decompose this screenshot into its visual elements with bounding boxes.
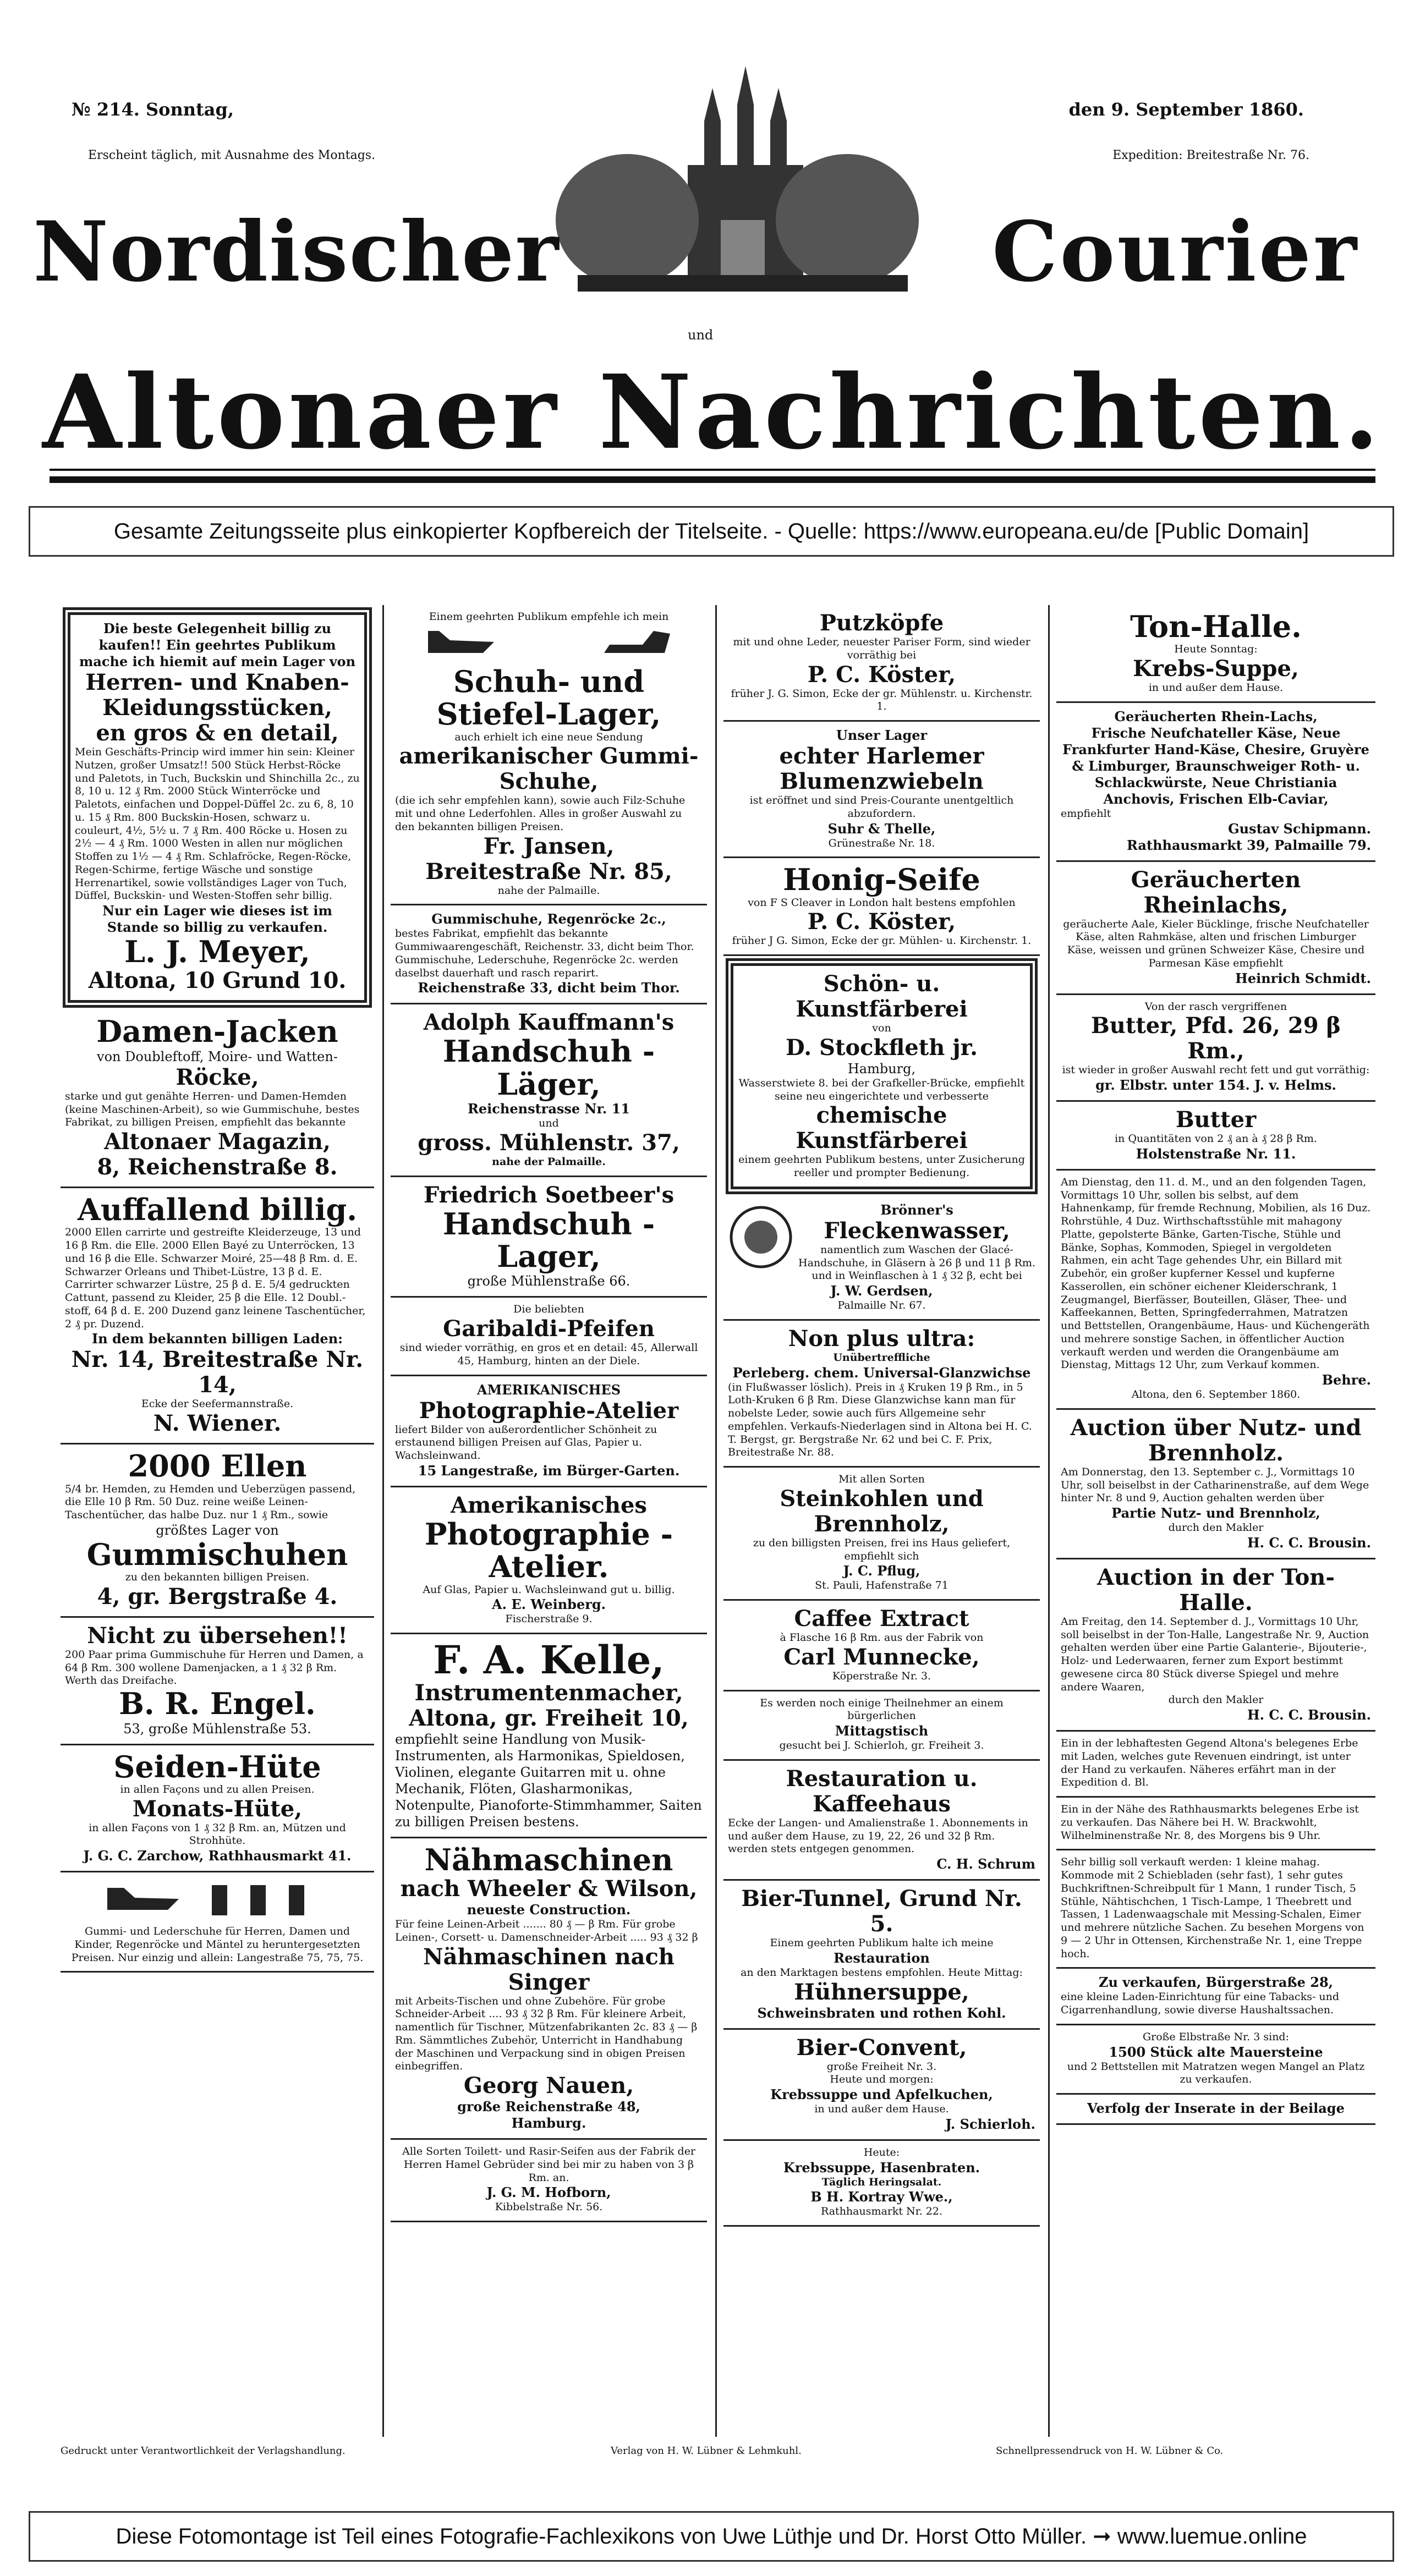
caption-credit: Diese Fotomontage ist Teil eines Fotografie-Fachlexikons von Uwe Lüthje und Dr. Horst Otto Müller. ➞ www.luemue.online bbox=[29, 2511, 1394, 2562]
ad-headline: Butter bbox=[1175, 1107, 1257, 1133]
ad-body: Ein in der lebhaftesten Gegend Altona's belegenes Erbe mit Laden, welches gute Revenuen eindringt, ist unter der Hand zu verkaufen. Näheres erfährt man in der Expedition d. Bl. bbox=[1061, 1737, 1358, 1789]
ad-body: Wasserstwiete 8. bei der Grafkeller-Brücke, empfiehlt seine neu eingerichtete und verbesserte bbox=[738, 1076, 1025, 1102]
ad-body: eine kleine Laden-Einrichtung für eine Tabacks- und Cigarrenhandlung, sowie diverse Haushaltssachen. bbox=[1061, 1991, 1340, 2017]
ad-note: Nur ein Lager wie dieses ist im Stande so billig zu verkaufen. bbox=[102, 903, 332, 935]
ad-address: Breitestraße Nr. 85, bbox=[425, 858, 672, 885]
ad-und: und bbox=[539, 1117, 559, 1130]
ad-headline: Caffee Extract bbox=[794, 1606, 969, 1632]
ad-name: J. W. Gerdsen, bbox=[830, 1283, 933, 1299]
footer-press: Schnellpressendruck von H. W. Lübner & Co. bbox=[996, 2445, 1224, 2457]
ad-name: J. G. C. Zarchow, Rathhausmarkt 41. bbox=[83, 1848, 352, 1864]
ad-body: sind wieder vorräthig, en gros et en detail: 45, Allerwall 45, Hamburg, hinten an der Diele. bbox=[399, 1342, 698, 1367]
ad-body-2: an den Marktagen bestens empfohlen. Heute Mittag: bbox=[741, 1966, 1023, 1979]
ad-body-2: in und außer dem Hause. bbox=[814, 2103, 949, 2116]
ad-intro: Brönner's bbox=[880, 1201, 953, 1218]
ad-name: Friedrich Soetbeer's bbox=[423, 1182, 675, 1208]
ad-seiden-huete bbox=[61, 1745, 374, 1873]
ad-subheadline: von Doubleftoff, Moire- und Watten- bbox=[97, 1048, 338, 1064]
column-3 bbox=[723, 605, 1040, 2437]
ad-dish: Krebssuppe und Apfelkuchen, bbox=[770, 2086, 993, 2103]
ad-body: Ein in der Nähe des Rathhausmarkts belegenes Erbe ist zu verkaufen. Das Nähere bei H. W. Brackwohlt, Wilhelminenstraße Nr. 8, des Morgens bis 9 Uhr. bbox=[1061, 1803, 1359, 1842]
ad-intro: Die beliebten bbox=[513, 1303, 584, 1316]
ad-headline-2: Monats-Hüte, bbox=[132, 1795, 303, 1822]
ad-name: H. C. C. Brousin. bbox=[1247, 1534, 1371, 1551]
ad-schmidt bbox=[1056, 862, 1375, 995]
ad-helms bbox=[1056, 995, 1375, 1102]
ad-intro: Heute: bbox=[863, 2146, 900, 2158]
ad-erbe-1 bbox=[1056, 1732, 1375, 1798]
ad-name: J. G. M. Hofborn, bbox=[486, 2184, 611, 2201]
ad-intro: Amerikanisches bbox=[451, 1492, 647, 1518]
ad-name: Heinrich Schmidt. bbox=[1235, 970, 1371, 986]
ad-restauration bbox=[723, 1761, 1040, 1881]
ad-subheadline: en gros & en detail, bbox=[96, 720, 339, 746]
ad-subheadline: amerikanischer Gummi-Schuhe, bbox=[399, 743, 699, 795]
ad-body: ist eröffnet und sind Preis-Courante unentgeltlich abzufordern. bbox=[749, 794, 1014, 820]
ad-body-2: in allen Façons von 1 ₰ 32 β Rm. an, Mützen und Strohhüte. bbox=[89, 1821, 346, 1847]
ad-nauen bbox=[391, 1838, 707, 2140]
issue-number: № 214. Sonntag, bbox=[72, 99, 234, 120]
ad-gummi-leder bbox=[61, 1872, 374, 1973]
ad-body: Am Dienstag, den 11. d. M., und an den folgenden Tagen, Vormittags 10 Uhr, sollen bis selbst, auf dem Hahnenkamp, für fremde Rechnung, Mobilien, als 16 Duz. Rohrstühle, 4 Duz. Wirthschaftsstühle mit mahagony Platte, gepolsterte Bänke, Garten-Tische, Stühle und Bänke, Sophas, Kommoden, Spiegel in vergoldeten Rahmen, ein acht Tage gehendes Uhr, ein Billard mit Zubehör, ein großer kupferner Kessel und kupferne Kasserollen, ein schöner eichener Kleiderschrank, 1 Zeugmangel, Bierfässer, Bouteillen, Gläser, Thee- und Kaffeekannen, Betten, Springfederrahmen, Matratzen und Bettstellen, Orangenbäume, Haus- und Küchengeräth und mehrere sonstige Sachen, in öffentlicher Auction verkauft werden und werden die Orangenbäume am Dienstag, Mittags 12 Uhr, zum Verkauf kommen. bbox=[1061, 1176, 1371, 1371]
ad-address: Altona, gr. Freiheit 10, bbox=[409, 1705, 689, 1731]
ad-name: J. Schierloh. bbox=[945, 2116, 1035, 2132]
ad-body: geräucherte Aale, Kieler Bücklinge, frische Neufchateller Käse, alten Rahmkäse, alten und frischen Limburger Käse, weissen und grünen Schweizer Käse, Chesire und Parmesan Käse empfiehlt bbox=[1063, 918, 1369, 969]
ad-body: Heute Sonntag: bbox=[1174, 643, 1258, 656]
ad-date: Altona, den 6. September 1860. bbox=[1131, 1388, 1301, 1401]
ad-name: B. R. Engel. bbox=[119, 1686, 316, 1722]
shoe-icon bbox=[423, 628, 676, 661]
expedition-address: Expedition: Breitestraße Nr. 76. bbox=[1112, 149, 1309, 162]
ad-dish: Hühnersuppe, bbox=[794, 1979, 969, 2005]
ad-kelle bbox=[391, 1634, 707, 1838]
ad-broenner bbox=[723, 1196, 1040, 1321]
ad-name: H. C. C. Brousin. bbox=[1247, 1707, 1371, 1723]
ad-body: Am Donnerstag, den 13. September c. J., Vormittags 10 Uhr, soll beiselbst in der Catharinenstraße, auf dem Wege hinter Nr. 8 und 9, Auction gehalten werden über bbox=[1061, 1465, 1369, 1504]
ad-body: Sehr billig soll verkauft werden: 1 kleine mahag. Kommode mit 2 Schiebladen (sehr fast), 1 sehr gutes Buchkriftnen-Schreibpult für 1 Mann, 1 runder Tisch, 5 Stühle, Nähtischchen, 1 Tisch-Lampe, 1 Theebrett und Tassen, 1 Ladenwaagschale mit Messing-Schalen, Eimer und mehrere nützliche Sachen. Zu besehen Morgens von 9 — 2 Uhr in Ottensen, Kirchenstraße Nr. 1, eine Treppe hoch. bbox=[1061, 1856, 1364, 1960]
ad-address: große Freiheit Nr. 3. bbox=[826, 2060, 937, 2073]
ad-name: Carl Munnecke, bbox=[783, 1644, 980, 1670]
ad-headline: Ton-Halle. bbox=[1130, 609, 1302, 644]
ad-body: Es werden noch einige Theilnehmer an einem bürgerlichen bbox=[760, 1696, 1004, 1722]
ad-body: bestes Fabrikat, empfiehlt das bekannte Gummiwaarengeschäft, Reichenstr. 33, dicht beim Thor. Gummischuhe, Lederschuhe, Regenröcke 2c. werden daselbst dauerhaft und rasch reparirt. bbox=[395, 927, 694, 979]
ad-address: Altona, 10 Grund 10. bbox=[88, 968, 347, 994]
ad-headline: Photographie - Atelier. bbox=[424, 1516, 673, 1585]
ad-address: Grünestraße Nr. 18. bbox=[828, 837, 935, 849]
footer-publisher: Verlag von H. W. Lübner & Lehmkuhl. bbox=[611, 2445, 802, 2457]
ad-subheadline: Partie Nutz- und Brennholz, bbox=[1111, 1505, 1320, 1522]
ad-empf: empfiehlt bbox=[1061, 807, 1111, 820]
ad-headline: Butter, Pfd. 26, 29 β Rm., bbox=[1090, 1013, 1341, 1064]
ad-soetbeer bbox=[391, 1177, 707, 1298]
ad-body: Einem geehrten Publikum halte ich meine bbox=[770, 1937, 994, 1949]
ad-city: Hamburg. bbox=[511, 2115, 586, 2132]
ad-address: Kibbelstraße Nr. 56. bbox=[495, 2201, 603, 2214]
ad-kauffmann bbox=[391, 1004, 707, 1177]
ad-address: Nr. 14, Breitestraße Nr. 14, bbox=[71, 1347, 364, 1398]
seal-icon bbox=[728, 1204, 794, 1270]
ad-body: ist wieder in großer Auswahl recht fett und gut vorräthig: bbox=[1062, 1064, 1370, 1076]
ad-body: zu den billigsten Preisen, frei ins Haus geliefert, empfiehlt sich bbox=[753, 1536, 1011, 1562]
ad-photo-atelier bbox=[391, 1376, 707, 1487]
masthead-rule-thick bbox=[50, 476, 1375, 483]
ad-note: nahe der Palmaille. bbox=[492, 1155, 606, 1168]
ad-auction-tonhalle bbox=[1056, 1559, 1375, 1732]
ad-address-2: gross. Mühlenstr. 37, bbox=[418, 1129, 680, 1156]
ad-body-2: mit Arbeits-Tischen und ohne Zubehöre. Für grobe Schneider-Arbeit .... 93 ₰ 32 β Rm. Für kleinere Arbeit, namentlich für Tischner, Mützenfabrikanten 2c. 83 ₰ — β Rm. Sämmtliches Zubehör, Unterricht in Handhabung der Maschinen und Verpackung sind in obigen Preisen einbegriffen. bbox=[395, 1995, 698, 2073]
ad-subheadline: neueste Construction. bbox=[467, 1902, 631, 1918]
ad-name: B H. Kortray Wwe., bbox=[810, 2189, 953, 2205]
ad-bier-convent bbox=[723, 2030, 1040, 2141]
ad-name: gr. Elbstr. unter 154. J. v. Helms. bbox=[1095, 1077, 1336, 1094]
ad-body: à Flasche 16 β Rm. aus der Fabrik von bbox=[780, 1632, 984, 1644]
ad-headline: echter Harlemer Blumenzwiebeln bbox=[779, 743, 984, 794]
ad-intro: AMERIKANISCHES bbox=[476, 1381, 621, 1398]
ad-address: Reichenstrasse Nr. 11 bbox=[467, 1101, 630, 1117]
ad-body: Heute und morgen: bbox=[830, 2073, 934, 2086]
ad-address: Palmaille Nr. 67. bbox=[837, 1299, 926, 1312]
ad-dish-2: Täglich Heringsalat. bbox=[821, 2176, 942, 2188]
ad-name: Behre. bbox=[1322, 1372, 1371, 1388]
ad-body: in allen Façons und zu allen Preisen. bbox=[120, 1783, 315, 1795]
ad-bier-tunnel bbox=[723, 1881, 1040, 2030]
ad-body: Ecke der Langen- und Amalienstraße 1. Abonnements in und außer dem Hause, zu 19, 22, 26 und 32 β Rm. werden stets entgegen genommen. bbox=[728, 1816, 1028, 1855]
ad-headline: Damen-Jacken bbox=[96, 1014, 338, 1050]
ad-address: Rathhausmarkt Nr. 22. bbox=[820, 2205, 943, 2218]
boots-icon bbox=[102, 1882, 333, 1921]
ad-body: Für feine Leinen-Arbeit ....... 80 ₰ — β Rm. Für grobe Leinen-, Corsett- u. Damenschneider-Arbeit ..... 93 ₰ 32 β bbox=[395, 1918, 698, 1943]
ad-auction-hahnenkamp bbox=[1056, 1171, 1375, 1410]
ad-body-2: in und außer dem Hause. bbox=[1148, 682, 1284, 694]
ad-glanzwichse bbox=[723, 1321, 1040, 1468]
ad-damen-jacken bbox=[61, 1010, 374, 1188]
ad-address: früher J. G. Simon, Ecke der gr. Mühlenstr. u. Kirchenstr. 1. bbox=[731, 687, 1033, 713]
ad-address: 15 Langestraße, im Bürger-Garten. bbox=[418, 1462, 680, 1479]
beilage-note: Verfolg der Inserate in der Beilage bbox=[1087, 2100, 1345, 2117]
ad-headline: Nähmaschinen bbox=[424, 1842, 673, 1877]
ad-von: von bbox=[872, 1022, 891, 1035]
masthead-title-right: Courier bbox=[992, 204, 1359, 300]
ad-beilage bbox=[1056, 2095, 1375, 2125]
ad-name: Suhr & Thelle, bbox=[827, 820, 936, 837]
ad-note: größtes Lager von bbox=[156, 1522, 279, 1538]
masthead-rule bbox=[50, 469, 1375, 471]
column-4 bbox=[1056, 605, 1375, 2437]
ad-intro: Mit allen Sorten bbox=[838, 1473, 925, 1486]
caption-source: Gesamte Zeitungsseite plus einkopierter Kopfbereich der Titelseite. - Quelle: https://www.europeana.eu/de [Public Domain] bbox=[29, 506, 1394, 557]
ad-meyer bbox=[63, 607, 372, 1008]
ad-intro: Von der rasch vergriffenen bbox=[1144, 1000, 1287, 1013]
ad-headline: Non plus ultra: bbox=[788, 1325, 975, 1352]
ad-headline-2: Perleberg. chem. Universal-Glanzwichse bbox=[732, 1364, 1031, 1381]
ad-note: nahe der Palmaille. bbox=[497, 884, 600, 897]
ad-intro: Große Elbstraße Nr. 3 sind: bbox=[1142, 2030, 1289, 2043]
masthead-title-left: Nordischer bbox=[33, 204, 560, 300]
column-rule bbox=[715, 605, 717, 2437]
ad-body: 200 Paar prima Gummischuhe für Herren und Damen, a 64 β Rm. 300 wollene Damenjacken, a 1 ₰ 32 β Rm. Werth das Dreifache. bbox=[65, 1648, 364, 1687]
ad-name: N. Wiener. bbox=[153, 1410, 282, 1437]
ad-hofborn bbox=[391, 2140, 707, 2222]
ad-body-2: einem geehrten Publikum bestens, unter Zusicherung reeller und prompter Bedienung. bbox=[738, 1154, 1025, 1179]
ad-mauersteine bbox=[1056, 2025, 1375, 2095]
city-vignette-image bbox=[523, 55, 952, 297]
column-rule bbox=[382, 605, 384, 2437]
ad-subheadline: Instrumentenmacher, bbox=[414, 1679, 683, 1706]
ad-headline: Handschuh - Läger, bbox=[442, 1034, 655, 1102]
ad-butter bbox=[1056, 1102, 1375, 1171]
ad-address: gesucht bei J. Schierloh, gr. Freiheit 3. bbox=[779, 1739, 984, 1752]
ad-address: 53, große Mühlenstraße 53. bbox=[123, 1721, 311, 1737]
ad-erbe-2 bbox=[1056, 1798, 1375, 1850]
ad-address: große Mühlenstraße 66. bbox=[467, 1273, 630, 1289]
ad-name: L. J. Meyer, bbox=[124, 934, 310, 969]
footer-printer-note: Gedruckt unter Verantwortlichkeit der Verlagshandlung. bbox=[61, 2445, 346, 2457]
ad-name: D. Stockfleth jr. bbox=[785, 1034, 978, 1061]
ad-headline: Mittagstisch bbox=[835, 1723, 929, 1739]
ad-dish: Krebssuppe, Hasenbraten. bbox=[783, 2159, 980, 2176]
ad-name: F. A. Kelle, bbox=[433, 1637, 665, 1683]
ad-name: P. C. Köster, bbox=[807, 661, 956, 688]
ad-name: C. H. Schrum bbox=[936, 1856, 1035, 1872]
ad-auction-brennholz bbox=[1056, 1410, 1375, 1559]
ad-headline: Schuh- und Stiefel-Lager, bbox=[436, 663, 661, 732]
ad-wiener bbox=[61, 1188, 374, 1444]
ad-name: J. C. Pflug, bbox=[843, 1563, 920, 1579]
ad-headline-3: Nähmaschinen nach Singer bbox=[423, 1943, 675, 1995]
ad-note: In dem bekannten billigen Laden: bbox=[91, 1331, 343, 1347]
ad-body: namentlich zum Waschen der Glacé-Handschuhe, in Gläsern à 26 β und 11 β Rm. und in Weinflaschen à 1 ₰ 32 β, echt bei bbox=[798, 1243, 1035, 1282]
ad-body: 5/4 br. Hemden, zu Hemden und Ueberzügen passend, die Elle 10 β Rm. 50 Duz. reine weiße Leinen-Taschentücher, das halbe Duz. nur 1 ₰ Rm., sowie bbox=[65, 1482, 356, 1522]
ad-headline: Auction in der Ton-Halle. bbox=[1097, 1564, 1335, 1616]
ad-subheadline: Restauration bbox=[834, 1949, 930, 1966]
ad-subheadline: Krebs-Suppe, bbox=[1133, 656, 1299, 682]
ad-address: Rathhausmarkt 39, Palmaille 79. bbox=[1126, 837, 1371, 853]
ad-headline: Steinkohlen und Brennholz, bbox=[780, 1485, 984, 1537]
ad-subheadline: Unübertreffliche bbox=[833, 1351, 930, 1364]
ad-headline: Handschuh - Lager, bbox=[442, 1206, 655, 1274]
ad-headline: Auction über Nutz- und Brennholz. bbox=[1070, 1414, 1362, 1466]
ad-headline: Geräucherten Rheinlachs, bbox=[1131, 866, 1301, 918]
ad-headline: 1500 Stück alte Mauersteine bbox=[1109, 2044, 1323, 2060]
ad-headline: Seiden-Hüte bbox=[113, 1749, 321, 1784]
ad-gummischuhen bbox=[61, 1444, 374, 1618]
ad-body: liefert Bilder von außerordentlicher Schönheit zu erstaunend billigen Preisen auf Glas, Papier u. Wachsleinwand. bbox=[395, 1423, 657, 1462]
ad-body: Gummi- und Lederschuhe für Herren, Damen und Kinder, Regenröcke und Mäntel zu heruntergesetzten Preisen. Nur einzig und allein: Langestraße 75, 75, 75. bbox=[71, 1925, 364, 1964]
ad-headline: Restauration u. Kaffeehaus bbox=[786, 1765, 978, 1817]
ad-moebel bbox=[1056, 1850, 1375, 1969]
ad-intro: Die beste Gelegenheit billig zu kaufen!! Ein geehrtes Publikum mache ich hiemit auf mein Lager von bbox=[79, 620, 356, 669]
issue-date: den 9. September 1860. bbox=[1068, 99, 1304, 120]
ad-body-2: (die ich sehr empfehlen kann), sowie auch Filz-Schuhe mit und ohne Lederfohlen. Alles in großer Auswahl zu den bekannten billigen Preisen. bbox=[395, 794, 686, 833]
ad-engel bbox=[61, 1618, 374, 1745]
ad-garibaldi bbox=[391, 1298, 707, 1376]
ad-headline-2: nach Wheeler & Wilson, bbox=[400, 1876, 698, 1902]
ad-headline: Bier-Tunnel, Grund Nr. 5. bbox=[741, 1886, 1022, 1937]
ad-body: Alle Sorten Toilett- und Rasir-Seifen aus der Fabrik der Herren Hamel Gebrüder sind bei mir zu haben von 3 β Rm. an. bbox=[402, 2145, 696, 2184]
column-2 bbox=[391, 605, 707, 2437]
ad-headline: Bier-Convent, bbox=[796, 2034, 967, 2061]
masthead bbox=[33, 22, 1392, 484]
ad-makler: durch den Makler bbox=[1168, 1694, 1264, 1706]
ad-subheadline: chemische Kunstfärberei bbox=[796, 1102, 968, 1154]
ad-body: von F S Cleaver in London halt bestens empfohlen bbox=[748, 896, 1016, 909]
ad-headline: Geräucherten Rhein-Lachs, bbox=[1114, 708, 1318, 724]
ad-name: Altonaer Magazin, bbox=[104, 1129, 331, 1155]
ad-corner: Ecke der Seefermannstraße. bbox=[141, 1398, 294, 1410]
ad-caffee bbox=[723, 1601, 1040, 1691]
ad-jansen bbox=[391, 605, 707, 905]
masthead-subtitle: Altonaer Nachrichten. bbox=[42, 352, 1383, 472]
ad-body: mit und ohne Leder, neuester Pariser Form, sind wieder vorräthig bei bbox=[733, 636, 1030, 661]
ad-body: starke und gut genähte Herren- und Damen-Hemden (keine Maschinen-Arbeit), so wie Gummischuhe, bestes Fabrikat, zu billigen Preisen, empfiehlt das bekannte bbox=[65, 1090, 360, 1129]
column-rule bbox=[1048, 605, 1050, 2437]
ad-honig-seife bbox=[723, 858, 1040, 956]
ad-steinkohlen bbox=[723, 1468, 1040, 1601]
ad-city: Hamburg, bbox=[847, 1061, 916, 1076]
ad-body: 2000 Ellen carrirte und gestreifte Kleiderzeuge, 13 und 16 β Rm. die Elle. 2000 Ellen Bayé zu Unterröcken, 13 und 16 β die Elle. Schwarzer Moiré, 25—48 β Rm. d. E. Schwarzer Orleans und Thibet-Lüstre, 13 β d. E. Carrirter schwarzer Lüstre, 25 β d. E. 5/4 gedruckten Cattunt, passend zu Kleider, 25 β die Elle. 12 Doubl.-stoff, 64 β d. E. 200 Duzend ganz leinene Taschentücher, 2 ₰ pr. Duzend. bbox=[65, 1226, 366, 1330]
ad-headline: Honig-Seife bbox=[783, 862, 980, 898]
ad-weinberg bbox=[391, 1487, 707, 1634]
ad-name: A. E. Weinberg. bbox=[492, 1596, 606, 1613]
ad-putzkoepfe bbox=[723, 605, 1040, 722]
ad-headline-2: Gummischuhen bbox=[86, 1536, 348, 1572]
ad-body: Am Freitag, den 14. September d. J., Vormittags 10 Uhr, soll beiselbst in der Ton-Halle, Langestraße Nr. 9, Auction gehalten werden über eine Partie Galanterie-, Bijouterie-, Holz- und Lederwaaren, ferner zum Export bestimmt gewesene circa 80 Stück diverse Spiegel und mehre andere Waaren, bbox=[1061, 1615, 1369, 1693]
ad-body: empfiehlt seine Handlung von Musik-Instrumenten, als Harmonikas, Spieldosen, Violinen, elegante Guitarren mit u. ohne Mechanik, Flöten, Glasharmonikas, Notenpulte, Pianoforte-Stimmhammer, Saiten zu billigen Preisen bestens. bbox=[395, 1731, 702, 1830]
ad-makler: durch den Makler bbox=[1168, 1522, 1264, 1534]
ad-body: auch erhielt ich eine neue Sendung bbox=[454, 730, 643, 743]
ad-name: Georg Nauen, bbox=[463, 2073, 634, 2099]
ad-body: Mein Geschäfts-Princip wird immer hin sein: Kleiner Nutzen, großer Umsatz!! 500 Stück Herbst-Röcke und Paletots, in Tuch, Buckskin und Shinchilla 2c., zu 8, 10 u. 12 ₰ Rm. 2000 Stück Winterröcke und Paletots, einfachen und Doppel-Düffel 2c. zu 6, 8, 10 u. 15 ₰ Rm. 800 Buckskin-Hosen, schwarz u. couleurt, 4½, 5½ u. 7 ₰ Rm. 400 Röcke u. Hosen zu 2½ — 4 ₰ Rm. 1000 Westen in allen nur möglichen Stoffen zu 1½ — 4 ₰ Rm. Schlafröcke, Regen-Röcke, Regen-Schirme, fertige Wäsche und sonstige Herrenartikel, sowie vollständiges Lager von Tuch, Düffel, Buckskin- und Westen-Stoffen sehr billig. bbox=[75, 746, 360, 902]
ad-name: P. C. Köster, bbox=[807, 909, 956, 935]
ad-headline: Zu verkaufen, Bürgerstraße 28, bbox=[1098, 1974, 1334, 1991]
ad-body: in Quantitäten von 2 ₰ an à ₰ 28 β Rm. bbox=[1115, 1133, 1317, 1145]
ad-items: Frische Neufchateller Käse, Neue Frankfurter Hand-Käse, Chesire, Gruyère & Limburger, Braunschweiger Roth- u. Schlackwürste, Neue Christiania Anchovis, Frischen Elb-Caviar, bbox=[1062, 724, 1369, 807]
ad-body: Auf Glas, Papier u. Wachsleinwand gut u. billig. bbox=[423, 1583, 675, 1596]
ad-stockfleth bbox=[726, 958, 1038, 1194]
ad-address: Reichenstraße 33, dicht beim Thor. bbox=[418, 980, 680, 996]
ad-gummiwaaren bbox=[391, 905, 707, 1004]
ad-headline: Auffallend billig. bbox=[77, 1192, 358, 1228]
ad-mittagstisch bbox=[723, 1691, 1040, 1761]
ad-address: Köperstraße Nr. 3. bbox=[832, 1669, 931, 1682]
ad-address: St. Pauli, Hafenstraße 71 bbox=[815, 1579, 949, 1592]
ad-dish-2: Schweinsbraten und rothen Kohl. bbox=[757, 2004, 1006, 2021]
ad-address: 8, Reichenstraße 8. bbox=[97, 1154, 338, 1180]
newspaper-page bbox=[61, 605, 1375, 2464]
ad-address: große Reichenstraße 48, bbox=[457, 2099, 640, 2115]
ad-name: Adolph Kauffmann's bbox=[423, 1009, 675, 1036]
ad-address: 4, gr. Bergstraße 4. bbox=[97, 1583, 338, 1610]
ad-headline: Gummischuhe, Regenröcke 2c., bbox=[431, 911, 666, 927]
ad-body: (in Flußwasser löslich). Preis in ₰ Kruken 19 β Rm., in 5 Loth-Kruken 6 β Rm. Diese Glanzwichse kann man für nobelste Leder, sowie auch fürs Allgemeine sehr empfehlen. Verkaufs-Niederlagen sind in Altona bei H. C. T. Bergst, gr. Bergstraße Nr. 62 und bei C. F. Prix, Breitestraße Nr. 88. bbox=[728, 1381, 1032, 1459]
ad-body: und 2 Bettstellen mit Matratzen wegen Mangel an Platz zu verkaufen. bbox=[1067, 2060, 1365, 2086]
ad-intro: Unser Lager bbox=[836, 727, 928, 743]
ad-subheadline: zu den bekannten billigen Preisen. bbox=[125, 1571, 310, 1584]
ad-kortray bbox=[723, 2141, 1040, 2227]
ad-headline: Schön- u. Kunstfärberei bbox=[796, 971, 968, 1023]
ad-headline-2: Röcke, bbox=[176, 1064, 259, 1090]
ad-address: früher J G. Simon, Ecke der gr. Mühlen- u. Kirchenstr. 1. bbox=[732, 935, 1032, 947]
ad-headline: 2000 Ellen bbox=[128, 1448, 307, 1484]
ad-suhr-thelle bbox=[723, 722, 1040, 858]
ad-tonhalle bbox=[1056, 605, 1375, 703]
column-1 bbox=[61, 605, 374, 2437]
ad-headline: Nicht zu übersehen!! bbox=[87, 1622, 348, 1649]
ad-intro: Einem geehrten Publikum empfehle ich mein bbox=[429, 611, 669, 623]
ad-name: Gustav Schipmann. bbox=[1228, 820, 1371, 837]
ad-schipmann bbox=[1056, 703, 1375, 862]
ad-headline: Herren- und Knaben-Kleidungsstücken, bbox=[85, 669, 349, 721]
ad-address: Fischerstraße 9. bbox=[505, 1613, 593, 1625]
ad-name: Fr. Jansen, bbox=[483, 833, 615, 859]
ad-headline: Fleckenwasser, bbox=[824, 1217, 1010, 1244]
frequency-note: Erscheint täglich, mit Ausnahme des Montags. bbox=[88, 149, 376, 162]
ad-headline: Putzköpfe bbox=[819, 610, 944, 636]
ad-headline: Photographie-Atelier bbox=[419, 1397, 679, 1424]
masthead-und: und bbox=[688, 327, 714, 343]
ad-address: Holstenstraße Nr. 11. bbox=[1136, 1145, 1296, 1162]
ad-headline: Garibaldi-Pfeifen bbox=[443, 1316, 655, 1342]
ad-laden-einrichtung bbox=[1056, 1969, 1375, 2025]
